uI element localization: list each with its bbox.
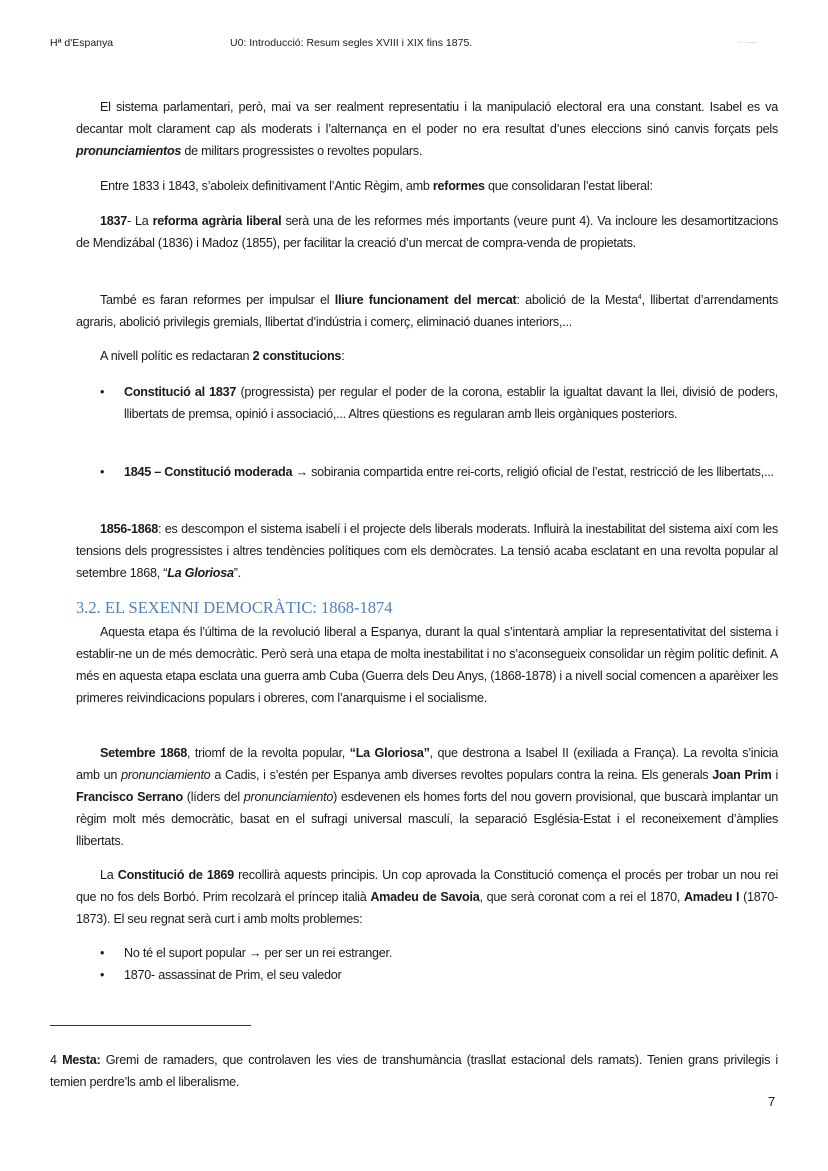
paragraph-setembre-1868 [76,742,778,852]
text-run: (progressista) per regular el poder de la corona, establir la igualtat davant la llei, divisió de poders, llibertats de premsa, opinió i associació,... Altres qüestions es regularan amb lleis orgàniques posteriors. [124,385,779,421]
text-run: ”. [233,566,241,580]
bullet-constitution-1845 [100,461,778,483]
bold-text: Setembre 1868 [100,746,188,760]
text-run: El sistema parlamentari, però, mai va ser realment representatiu i la manipulació electoral era una constant. Isabel es va decantar molt clarament cap als moderats i l’alternança en el poder no era resultat d’unes eleccions sinó canvis forçats pels [76,100,778,136]
text-run: de militars progressistes o revoltes populars. [181,144,423,158]
bold-text: Francisco Serrano [76,790,183,804]
paragraph-constitutions-intro [76,345,778,367]
text-run: Entre 1833 i 1843, s’aboleix definitivament l’Antic Règim, amb [100,179,433,193]
text-run: , triomf de la revolta popular, [187,746,350,760]
paragraph-constitucio-1869 [76,864,778,930]
text-run: ) esdevenen els homes forts del nou govern provisional, que buscarà implantar un règim molt més democràtic, basat en el sufragi universal masculí, la separació Església-Estat i el reconeixement d’àmplies llibertats. [76,790,779,848]
section-heading: 3.2. EL SEXENNI DEMOCRÀTIC: 1868-1874 [76,598,393,617]
bold-text: 1837 [100,214,128,228]
bullet-icon: • [100,385,105,399]
text-run: - La [127,214,153,228]
bold-text: reforma agrària liberal [152,214,282,228]
bold-text: Amadeu de Savoia [370,890,480,904]
text-run: A nivell polític es redactaran [100,349,253,363]
text-run: També es faran reformes per impulsar el [100,293,335,307]
text-run: 1870- assassinat de Prim, el seu valedor [124,968,342,982]
bullet-icon: • [100,946,105,960]
text-run: (líders del [182,790,244,804]
text-run: (1870-1873). El seu regnat serà curt i amb molts problemes: [76,890,778,926]
italic-text: pronunciamiento [121,768,211,782]
bold-text: Constitució de 1869 [117,868,234,882]
paragraph-agrarian-reform [76,210,778,254]
bold-text: 2 constitucions [252,349,342,363]
bullet-no-popular-support [100,942,778,964]
text-run: La [100,868,118,882]
paragraph-sexenni-intro [76,621,778,709]
text-run: , que serà coronat com a rei el 1870, [479,890,684,904]
text-run: : [341,349,345,363]
paragraph-reforms-intro [76,175,778,197]
bold-text: reformes [432,179,485,193]
text-run: a Cadis, i s’estén per Espanya amb diverses revoltes populars contra la reina. Els generals [210,768,713,782]
bold-text: Mesta: [62,1053,101,1067]
footnote-mesta [50,1049,778,1093]
paragraph-parliamentary-system [76,96,778,162]
italic-text: pronunciamiento [243,790,334,804]
footnote-reference: 4 [637,293,642,301]
header-title: U0: Introducció: Resum segles XVIII i XIX fins 1875. [230,37,473,49]
text-run: que consolidaran l’estat liberal: [484,179,653,193]
text-run: → [292,465,312,479]
header-mark: ·· ·—· [737,38,758,47]
text-run: Gremi de ramaders, que controlaven les vies de transhumància (trasllat estacional dels ramats). Tenien grans privilegis i temien perdre’ls amb el liberalisme. [50,1053,778,1089]
text-run: : abolició de la Mesta [516,293,638,307]
bold-text: lliure funcionament del mercat [334,293,517,307]
bold-text: 1845 – Constitució moderada [124,465,293,479]
bold-text: Constitució al 1837 [124,385,237,399]
text-run: recollirà aquests principis. Un cop aprovada la Constitució comença el procés per trobar un nou rei que no fos dels Borbó. Prim recolzarà el príncep italià [76,868,778,904]
header-left: Hª d'Espanya [50,37,114,49]
text-run: Aquesta etapa és l’última de la revolució liberal a Espanya, durant la qual s’intentarà ampliar la representativitat del sistema i establir-ne un de més democràtic. Però serà una etapa de molta inestabilitat i no s’aconsegueix consolidar un règim polític definit. A més en aquesta etapa esclata una guerra amb Cuba (Guerra dels Deu Anys, (1868-1878) i a nivell social comencen a aparèixer les primeres reivindicacions populars i obreres, com l’anarquisme i el socialisme. [76,625,778,705]
bold-text: pronunciamientos [76,144,182,158]
bold-text: 1856-1868 [100,522,158,536]
paragraph-1856-1868 [76,518,778,584]
text-run: , que destrona a Isabel II (exiliada a França). La revolta s’inicia amb un [76,746,778,782]
text-run: , llibertat d’arrendaments agraris, abolició privilegis gremials, llibertat d’indústria i comerç, eliminació duanes interiors,... [76,293,779,329]
text-run: i [771,768,779,782]
bullet-icon: • [100,968,105,982]
bullet-constitution-1837 [100,381,778,425]
bold-text: Amadeu I [683,890,740,904]
bold-text: “La Gloriosa” [349,746,430,760]
text-run: serà una de les reformes més importants (veure punt 4). Va incloure les desamortitzacions de Mendizábal (1836) i Madoz (1855), per facilitar la creació d’un mercat de compra-venda de propietats. [76,214,778,250]
page-number: 7 [768,1094,776,1109]
bullet-prim-assassination [100,964,778,986]
text-run: No té el suport popular → per ser un rei estranger. [124,946,392,960]
text-run: 4 [50,1053,63,1067]
paragraph-market-reforms [76,289,778,333]
bold-text: La Gloriosa [167,566,234,580]
bullet-icon: • [100,465,105,479]
footnote-separator [50,1025,251,1026]
text-run: : es descompon el sistema isabelí i el projecte dels liberals moderats. Influirà la inestabilitat del sistema així com les tensions dels progressistes i altres tendències polítiques com els demòcrates. La tensió acaba esclatant en una revolta popular al setembre 1868, “ [76,522,778,580]
bold-text: Joan Prim [712,768,772,782]
text-run: sobirania compartida entre rei-corts, religió oficial de l’estat, restricció de les llibertats,... [311,465,774,479]
